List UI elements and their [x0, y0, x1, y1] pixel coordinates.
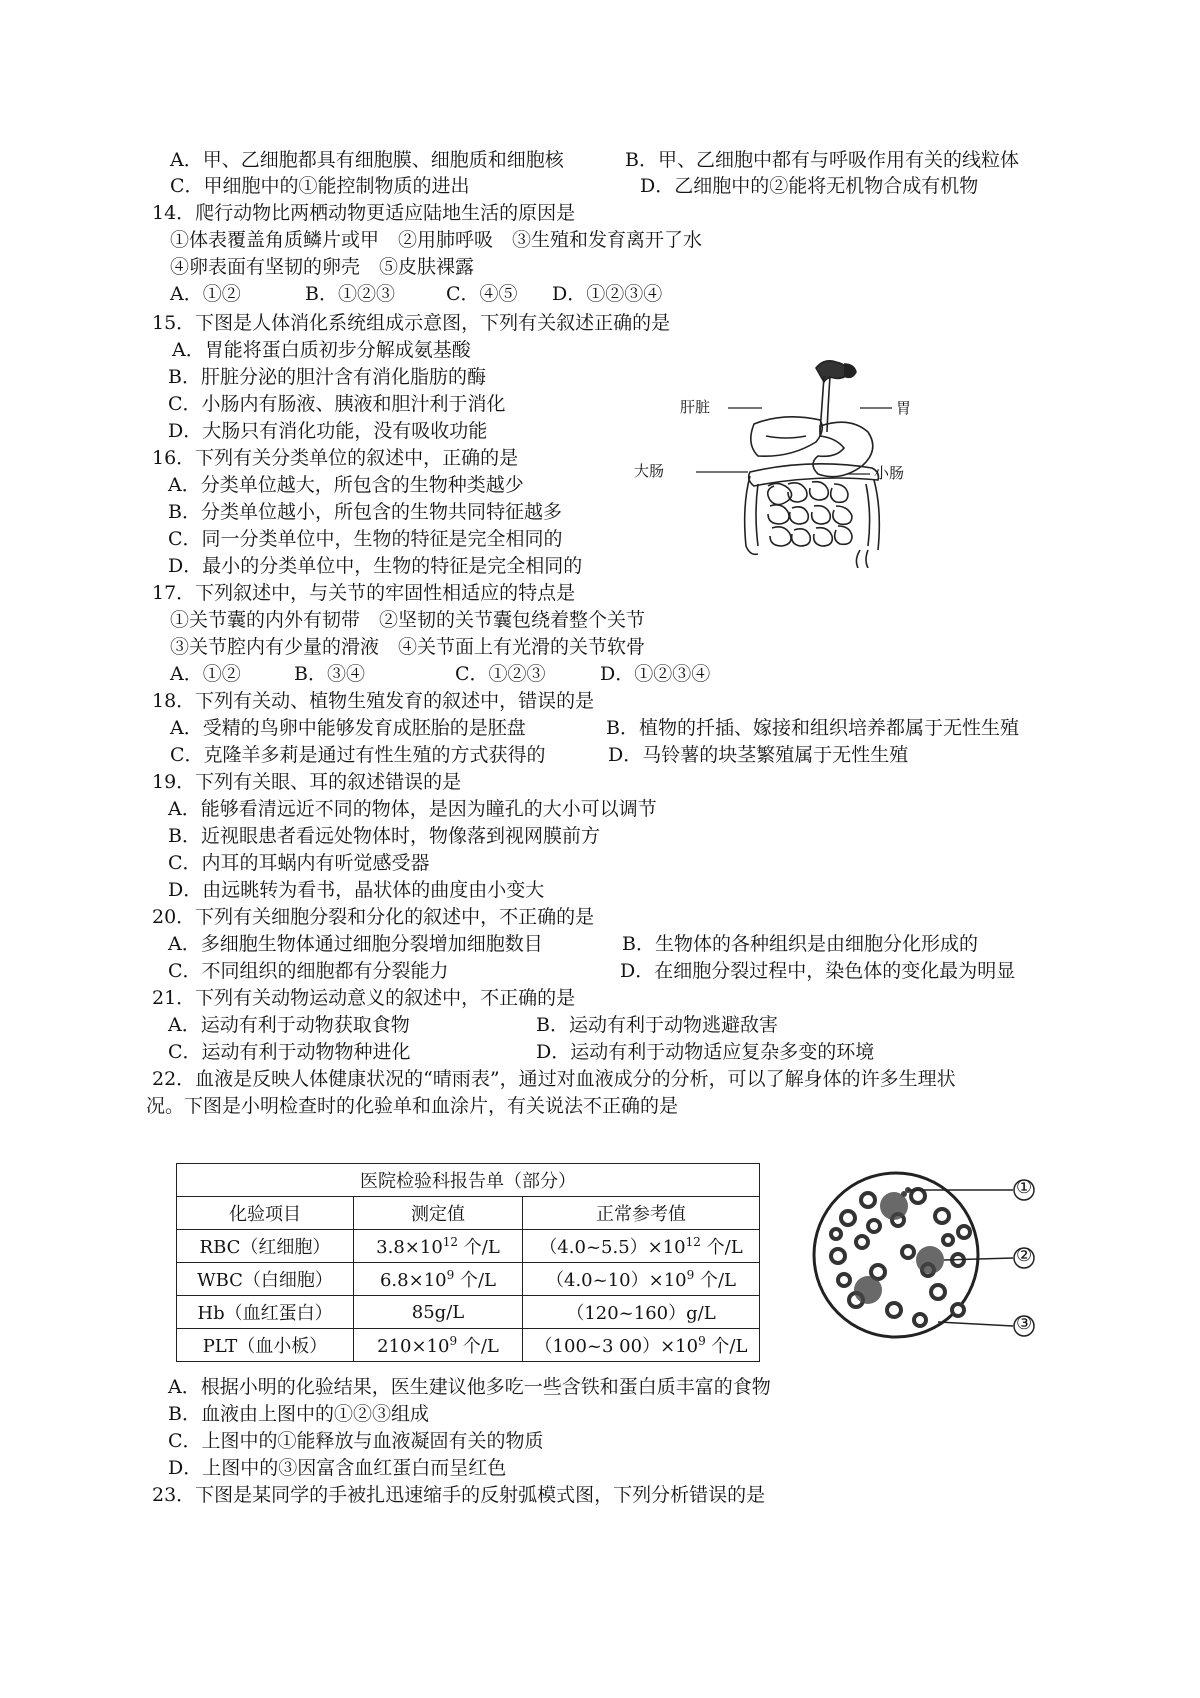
- large-intestine-label: 大肠: [634, 462, 665, 480]
- q16-option-b: B．分类单位越小，所包含的生物共同特征越多: [168, 501, 562, 523]
- digestive-system-drawing: [684, 356, 934, 568]
- q22-option-d: D．上图中的③因富含血红蛋白而呈红色: [168, 1457, 507, 1479]
- lab-report-table: [176, 1163, 760, 1362]
- table-row: [177, 1230, 760, 1263]
- q17-option-c: C．①②③: [455, 663, 546, 685]
- q16-option-c: C．同一分类单位中，生物的特征是完全相同的: [168, 528, 563, 550]
- q13-option-a: A．甲、乙细胞都具有细胞膜、细胞质和细胞核: [170, 149, 564, 171]
- q14-option-d: D．①②③④: [552, 283, 663, 305]
- table-header-value: 测定值: [354, 1197, 523, 1230]
- q17-items-2: ③关节腔内有少量的滑液 ④关节面上有光滑的关节软骨: [170, 636, 646, 658]
- q14-items-2: ④卵表面有坚韧的卵壳 ⑤皮肤裸露: [170, 256, 475, 278]
- q18-option-c: C．克隆羊多莉是通过有性生殖的方式获得的: [170, 744, 546, 766]
- q17-stem: 17．下列叙述中，与关节的牢固性相适应的特点是: [152, 582, 576, 604]
- q22-option-c: C．上图中的①能释放与血液凝固有关的物质: [168, 1430, 544, 1452]
- q14-option-a: A．①②: [170, 283, 241, 305]
- row-item: RBC（红细胞）: [177, 1230, 354, 1263]
- q19-option-b: B．近视眼患者看远处物体时，物像落到视网膜前方: [168, 825, 600, 847]
- q20-stem: 20．下列有关细胞分裂和分化的叙述中，不正确的是: [152, 906, 595, 928]
- q16-option-d: D．最小的分类单位中，生物的特征是完全相同的: [168, 555, 583, 577]
- table-header-reference: 正常参考值: [523, 1197, 760, 1230]
- q14-items-1: ①体表覆盖角质鳞片或甲 ②用肺呼吸 ③生殖和发育离开了水: [170, 229, 703, 251]
- q19-option-a: A．能够看清远近不同的物体，是因为瞳孔的大小可以调节: [168, 798, 657, 820]
- row-reference: $(4.0\sim 10)\times 10^9$ 个/L: [523, 1263, 760, 1296]
- q15-option-a: A．胃能将蛋白质初步分解成氨基酸: [172, 339, 471, 361]
- row-value: 85g/L: [354, 1296, 523, 1329]
- table-row: [177, 1296, 760, 1329]
- q18-stem: 18．下列有关动、植物生殖发育的叙述中，错误的是: [152, 690, 595, 712]
- q20-option-d: D．在细胞分裂过程中，染色体的变化最为明显: [620, 960, 1016, 982]
- q23-stem: 23．下图是某同学的手被扎迅速缩手的反射弧模式图，下列分析错误的是: [152, 1484, 766, 1506]
- stomach-label: 胃: [896, 399, 912, 417]
- q21-stem: 21．下列有关动物运动意义的叙述中，不正确的是: [152, 987, 576, 1009]
- q17-items-1: ①关节囊的内外有韧带 ②坚韧的关节囊包绕着整个关节: [170, 609, 646, 631]
- table-row: [177, 1263, 760, 1296]
- row-reference: （120~160）g/L: [523, 1296, 760, 1329]
- row-value: $3.8\times 10^{12}$ 个/L: [354, 1230, 523, 1263]
- q20-option-c: C．不同组织的细胞都有分裂能力: [168, 960, 449, 982]
- row-value: $210\times 10^9$ 个/L: [354, 1329, 523, 1362]
- q16-stem: 16．下列有关分类单位的叙述中，正确的是: [152, 447, 519, 469]
- q17-option-b: B．③④: [294, 663, 365, 685]
- q19-stem: 19．下列有关眼、耳的叙述错误的是: [152, 771, 462, 793]
- row-value: $6.8\times 10^9$ 个/L: [354, 1263, 523, 1296]
- q20-option-b: B．生物体的各种组织是由细胞分化形成的: [622, 933, 978, 955]
- table-header-item: 化验项目: [177, 1197, 354, 1230]
- q21-option-b: B．运动有利于动物逃避敌害: [536, 1014, 778, 1036]
- q18-option-a: A．受精的鸟卵中能够发育成胚胎的是胚盘: [170, 717, 526, 739]
- q16-option-a: A．分类单位越大，所包含的生物种类越少: [168, 474, 524, 496]
- q20-option-a: A．多细胞生物体通过细胞分裂增加细胞数目: [168, 933, 543, 955]
- q21-option-d: D．运动有利于动物适应复杂多变的环境: [536, 1041, 875, 1063]
- q13-option-c: C．甲细胞中的①能控制物质的进出: [170, 175, 470, 197]
- q14-option-b: B．①②③: [305, 283, 395, 305]
- q22-option-a: A．根据小明的化验结果，医生建议他多吃一些含铁和蛋白质丰富的食物: [168, 1376, 771, 1398]
- q18-option-b: B．植物的扦插、嫁接和组织培养都属于无性生殖: [606, 717, 1019, 739]
- row-item: PLT（血小板）: [177, 1329, 354, 1362]
- q19-option-d: D．由远眺转为看书，晶状体的曲度由小变大: [168, 879, 545, 901]
- q22-stem-line2: 况。下图是小明检查时的化验单和血涂片，有关说法不正确的是: [146, 1095, 679, 1117]
- q15-option-c: C．小肠内有肠液、胰液和胆汁利于消化: [168, 393, 506, 415]
- q13-option-b: B．甲、乙细胞中都有与呼吸作用有关的线粒体: [625, 149, 1019, 171]
- liver-label: 肝脏: [680, 398, 711, 416]
- q14-stem: 14．爬行动物比两栖动物更适应陆地生活的原因是: [152, 202, 576, 224]
- digestive-system-figure: [634, 356, 934, 568]
- row-item: WBC（白细胞）: [177, 1263, 354, 1296]
- q21-option-c: C．运动有利于动物物种进化: [168, 1041, 411, 1063]
- q13-option-d: D．乙细胞中的②能将无机物合成有机物: [640, 175, 979, 197]
- q21-option-a: A．运动有利于动物获取食物: [168, 1014, 410, 1036]
- q15-stem: 15．下图是人体消化系统组成示意图，下列有关叙述正确的是: [152, 312, 671, 334]
- smear-label-2: ②: [1016, 1245, 1033, 1266]
- q19-option-c: C．内耳的耳蜗内有听觉感受器: [168, 852, 430, 874]
- blood-smear-figure: [808, 1160, 1068, 1350]
- q22-stem-line1: 22．血液是反映人体健康状况的“晴雨表”，通过对血液成分的分析，可以了解身体的许多生理状: [152, 1068, 956, 1090]
- smear-label-1: ①: [1016, 1177, 1033, 1198]
- q15-option-d: D．大肠只有消化功能，没有吸收功能: [168, 420, 488, 442]
- lab-report-title: 医院检验科报告单（部分）: [177, 1164, 760, 1197]
- q17-option-a: A．①②: [170, 663, 241, 685]
- q17-option-d: D．①②③④: [600, 663, 711, 685]
- q14-option-c: C．④⑤: [446, 283, 518, 305]
- row-reference: $(4.0\sim 5.5)\times 10^{12}$ 个/L: [523, 1230, 760, 1263]
- table-row: [177, 1329, 760, 1362]
- row-item: Hb（血红蛋白）: [177, 1296, 354, 1329]
- q18-option-d: D．马铃薯的块茎繁殖属于无性生殖: [608, 744, 909, 766]
- smear-label-3: ③: [1016, 1313, 1033, 1334]
- q22-option-b: B．血液由上图中的①②③组成: [168, 1403, 429, 1425]
- row-reference: （100~3 $00)\times 10^9$ 个/L: [523, 1329, 760, 1362]
- small-intestine-label: 小肠: [874, 464, 905, 482]
- q15-option-b: B．肝脏分泌的胆汁含有消化脂肪的酶: [168, 366, 486, 388]
